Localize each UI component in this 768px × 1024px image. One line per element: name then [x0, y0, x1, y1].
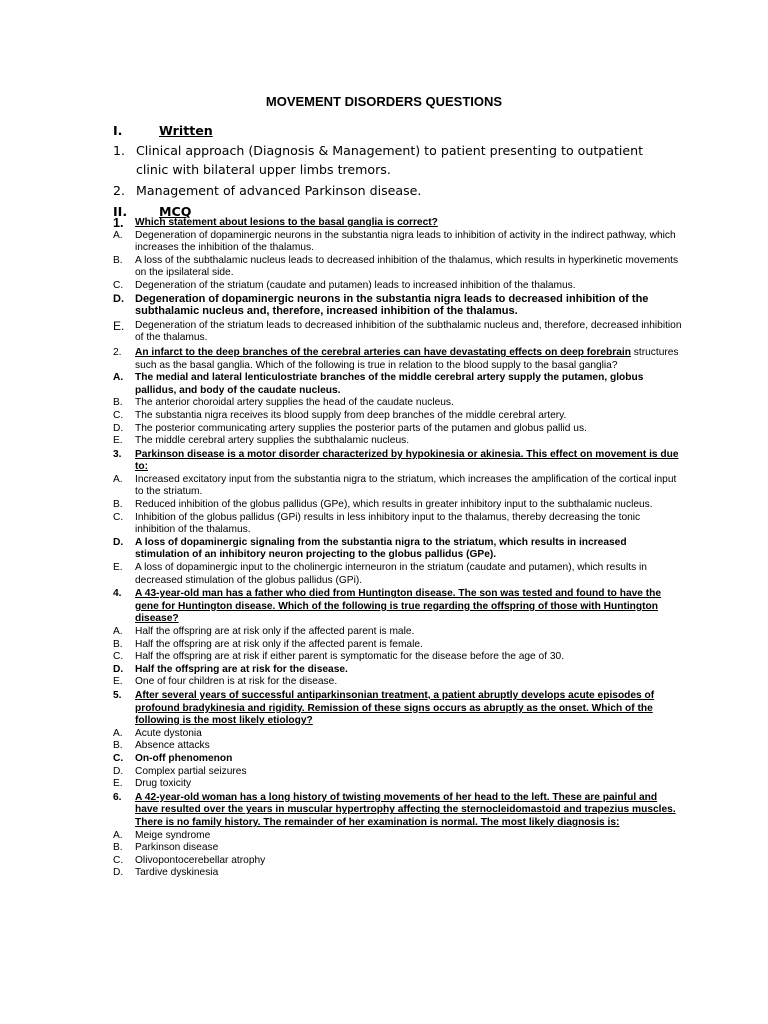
mcq-question: [113, 347, 683, 372]
answer-option-correct: [113, 372, 683, 397]
answer-option: [113, 562, 683, 587]
answer-option: [113, 855, 683, 868]
option-letter: A.: [113, 229, 123, 241]
option-letter: E.: [113, 676, 123, 688]
option-text: Half the offspring are at risk only if the affected parent is male.: [135, 626, 415, 637]
option-text: Increased excitatory input from the substantia nigra to the striatum, which increases the amplification of the cortical input to the striatum.: [135, 473, 677, 498]
option-text: The posterior communicating artery supplies the posterior parts of the putamen and globus pallid us.: [135, 422, 587, 434]
option-text: One of four children is at risk for the disease.: [135, 676, 338, 688]
answer-option: [113, 651, 683, 664]
option-letter: C.: [113, 752, 124, 764]
option-letter: D.: [113, 867, 124, 879]
answer-option: [113, 512, 683, 537]
question-text: Management of advanced Parkinson disease.: [136, 183, 422, 198]
option-text: Parkinson disease: [135, 842, 219, 854]
option-text: Reduced inhibition of the globus pallidus (GPe), which results in greater inhibitory input to the subthalamic nucleus.: [135, 499, 653, 511]
question-stem-rest: structures such as the basal ganglia. Which of the following is true in relation to the blood supply to the basal ganglia?: [135, 346, 679, 371]
option-letter: A.: [113, 473, 123, 485]
page-title: MOVEMENT DISORDERS QUESTIONS: [265, 94, 503, 109]
option-letter: E.: [113, 562, 123, 574]
option-text: Tardive dyskinesia: [135, 867, 219, 879]
question-stem: After several years of successful antiparkinsonian treatment, a patient abruptly develops acute episodes of profound bradykinesia and rigidity. Remission of these signs occurs as abruptly as the onset. Which of the following is the most likely etiology?: [135, 689, 655, 727]
answer-option: [113, 728, 683, 741]
option-text: Degeneration of dopaminergic neurons in the substantia nigra leads to decreased inhibition of the subthalamic nucleus and, therefore, increased inhibition of the thalamus.: [135, 292, 649, 318]
option-letter: D.: [113, 292, 124, 305]
mcq-question: [113, 690, 683, 728]
option-letter: A.: [113, 372, 124, 384]
answer-option: [113, 867, 683, 880]
answer-option: [113, 626, 683, 639]
answer-option: [113, 423, 683, 436]
option-text: The anterior choroidal artery supplies the head of the caudate nucleus.: [135, 397, 454, 409]
option-letter: D.: [113, 422, 124, 434]
question-number: 5.: [113, 689, 122, 701]
option-letter: C.: [113, 651, 124, 663]
section-number: II.: [113, 204, 128, 219]
section-label: MCQ: [159, 204, 192, 219]
option-text: Meige syndrome: [135, 829, 211, 841]
answer-option: [113, 474, 683, 499]
option-letter: E.: [113, 318, 125, 333]
option-letter: C.: [113, 279, 124, 291]
answer-option: [113, 676, 683, 689]
answer-option: [113, 397, 683, 410]
option-text: Acute dystonia: [135, 727, 202, 739]
option-letter: D.: [113, 765, 124, 777]
option-letter: B.: [113, 499, 123, 511]
answer-option: [113, 499, 683, 512]
option-letter: B.: [113, 254, 123, 266]
answer-option: [113, 766, 683, 779]
question-number: 1.: [113, 143, 126, 158]
answer-option: [113, 230, 683, 255]
option-text: A loss of dopaminergic signaling from the substantia nigra to the striatum, which results in increased stimulation of an inhibitory neuron projecting to the globus pallidus (GPe).: [135, 536, 627, 561]
question-number: 6.: [113, 791, 122, 803]
option-letter: D.: [113, 536, 124, 548]
question-number: 2.: [113, 346, 122, 358]
mcq-question: [113, 449, 683, 474]
mcq-section: [113, 216, 683, 880]
question-stem: Parkinson disease is a motor disorder characterized by hypokinesia or akinesia. This effect on movement is due to:: [135, 448, 679, 473]
option-letter: C.: [113, 409, 124, 421]
answer-option-correct: [113, 664, 683, 677]
question-number: 4.: [113, 588, 122, 600]
option-letter: A.: [113, 626, 123, 637]
answer-option-correct: [113, 753, 683, 766]
option-text: The medial and lateral lenticulostriate branches of the middle cerebral artery supply the putamen, globus pallidus, and body of the caudate nucleus.: [135, 372, 644, 396]
option-letter: A.: [113, 727, 123, 739]
answer-option: [113, 740, 683, 753]
question-number: 1.: [113, 216, 124, 230]
option-text: Absence attacks: [135, 740, 210, 752]
question-number: 3.: [113, 448, 122, 460]
written-question: [113, 181, 673, 200]
answer-option: [113, 842, 683, 855]
answer-option: [113, 639, 683, 652]
option-text: Complex partial seizures: [135, 765, 247, 777]
option-text: A loss of the subthalamic nucleus leads to decreased inhibition of the thalamus, which results in hyperkinetic movements on the ipsilateral side.: [135, 254, 679, 279]
option-letter: C.: [113, 854, 124, 866]
question-stem: [135, 347, 683, 372]
written-question: [113, 141, 673, 179]
option-text: Degeneration of the striatum leads to decreased inhibition of the subthalamic nucleus and, therefore, decreased inhibition of the thalamus.: [135, 319, 682, 344]
option-text: Drug toxicity: [135, 778, 192, 790]
option-text: Degeneration of the striatum (caudate and putamen) leads to increased inhibition of the thalamus.: [135, 279, 576, 291]
option-letter: E.: [113, 778, 123, 790]
option-text: Inhibition of the globus pallidus (GPi) results in less inhibitory input to the thalamus, thereby decreasing the tonic inhibition of the thalamus.: [135, 511, 641, 536]
option-text: Half the offspring are at risk if either parent is symptomatic for the disease before the age of 30.: [135, 651, 565, 663]
option-letter: C.: [113, 511, 124, 523]
question-number: 2.: [113, 183, 126, 198]
answer-option: [113, 435, 683, 448]
question-stem: Which statement about lesions to the basal ganglia is correct?: [135, 217, 438, 228]
mcq-question: [113, 217, 683, 230]
question-stem: A 43-year-old man has a father who died from Huntington disease. The son was tested and found to have the gene for Huntington disease. Which of the following is true regarding the offspring of those with Huntington disease?: [135, 588, 662, 625]
option-text: Olivopontocerebellar atrophy: [135, 854, 266, 866]
option-letter: E.: [113, 435, 123, 447]
option-letter: B.: [113, 740, 123, 752]
written-section: [113, 121, 673, 222]
answer-option: [113, 410, 683, 423]
option-text: The middle cerebral artery supplies the subthalamic nucleus.: [135, 435, 410, 447]
answer-option: [113, 280, 683, 293]
answer-option: [113, 320, 683, 345]
mcq-question: [113, 792, 683, 830]
answer-option: [113, 778, 683, 791]
option-text: Half the offspring are at risk only if the affected parent is female.: [135, 638, 423, 650]
option-letter: D.: [113, 663, 124, 675]
question-text: Clinical approach (Diagnosis & Management) to patient presenting to outpatient clinic with bilateral upper limbs tremors.: [136, 143, 644, 177]
option-text: Half the offspring are at risk for the disease.: [135, 663, 348, 675]
option-text: The substantia nigra receives its blood supply from deep branches of the middle cerebral artery.: [135, 409, 567, 421]
option-text: A loss of dopaminergic input to the cholinergic interneuron in the striatum (caudate and putamen), which results in decreased stimulation of the globus pallidus (GPi).: [135, 562, 647, 586]
mcq-question: [113, 588, 683, 626]
question-stem-emphasis: An infarct to the deep branches of the cerebral arteries can have devastating effects on deep forebrain: [135, 346, 631, 358]
option-letter: B.: [113, 638, 123, 650]
option-letter: B.: [113, 842, 123, 854]
section-label: Written: [159, 123, 213, 138]
option-text: On-off phenomenon: [135, 752, 233, 764]
option-letter: B.: [113, 397, 123, 409]
section-heading-written: [113, 121, 673, 141]
answer-option: [113, 830, 683, 843]
option-letter: A.: [113, 829, 123, 841]
option-text: Degeneration of dopaminergic neurons in the substantia nigra leads to inhibition of activity in the indirect pathway, which increases the inhibition of the thalamus.: [135, 229, 676, 254]
section-number: I.: [113, 123, 123, 138]
answer-option-correct: [113, 537, 683, 562]
question-stem: A 42-year-old woman has a long history of twisting movements of her head to the left. These are painful and have resulted over the years in muscular hypertrophy affecting the sternocleidomastoid and trapezius muscles. There is no family history. The remainder of her examination is normal. The most likely diagnosis is:: [135, 791, 676, 828]
answer-option-correct: [113, 293, 683, 318]
answer-option: [113, 255, 683, 280]
